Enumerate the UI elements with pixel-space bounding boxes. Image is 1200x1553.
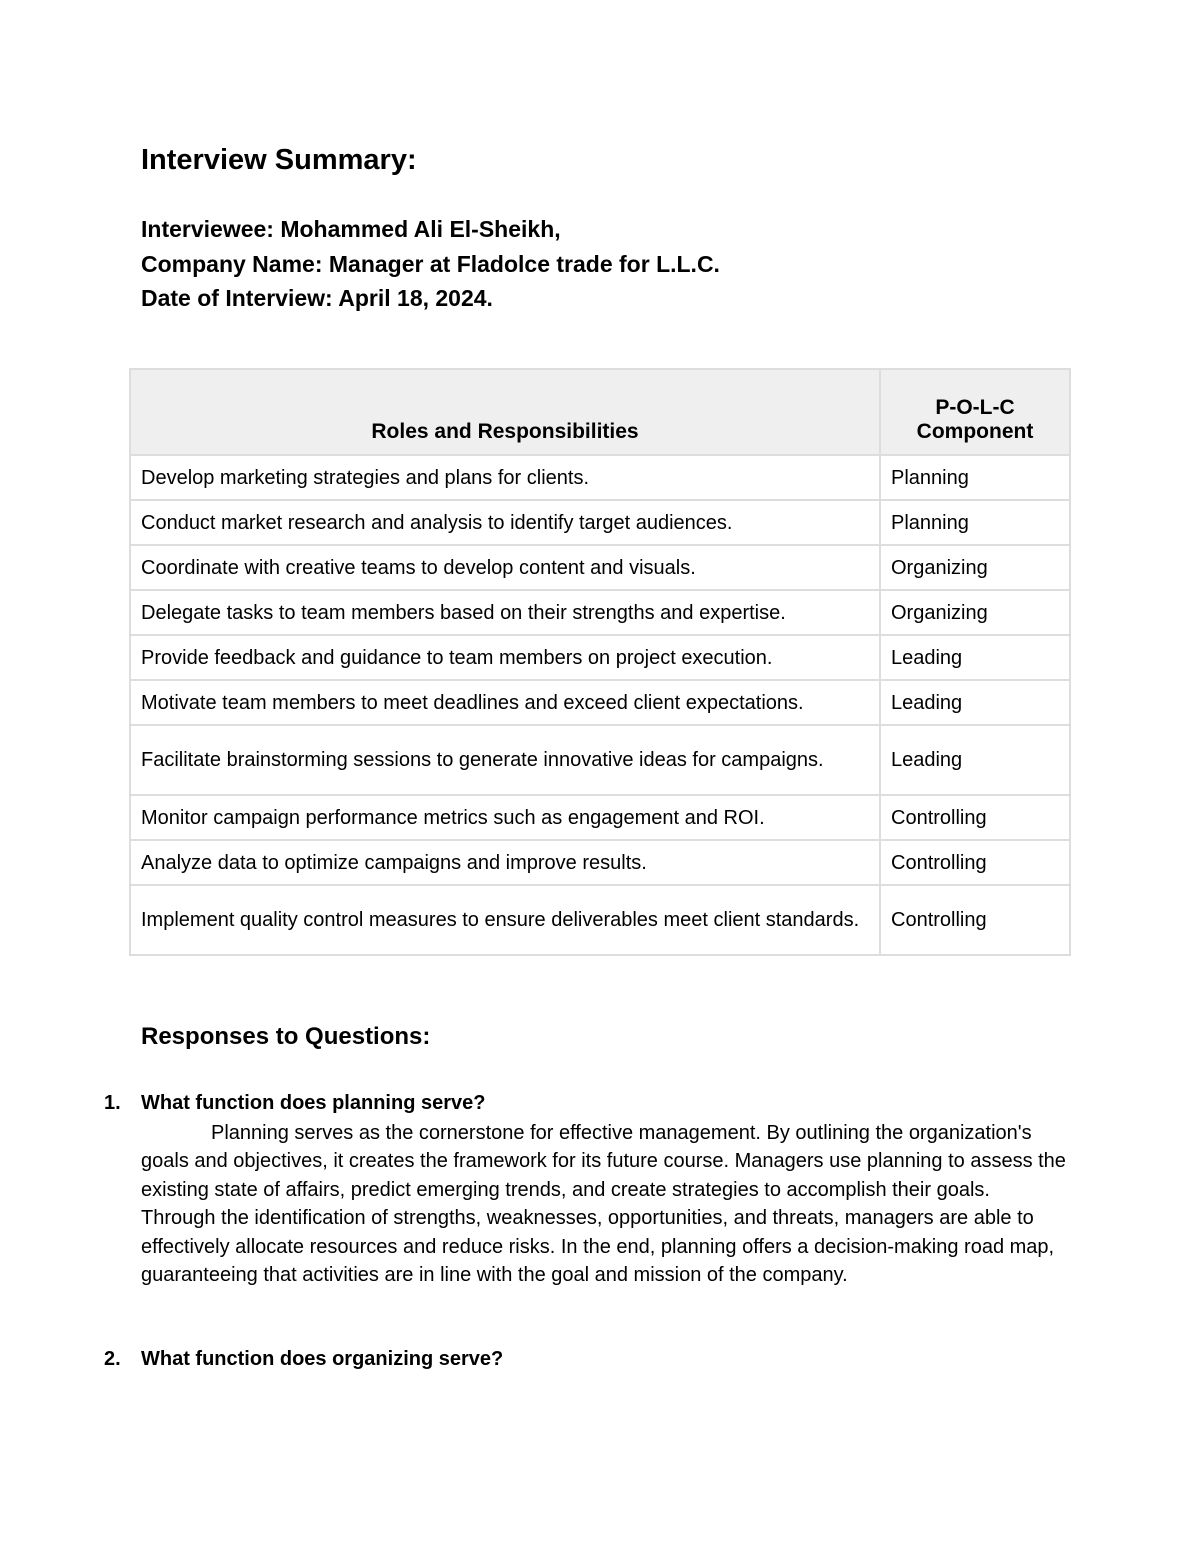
role-cell: Facilitate brainstorming sessions to generate innovative ideas for campaigns. [130,725,880,795]
role-cell: Monitor campaign performance metrics such as engagement and ROI. [130,795,880,840]
component-cell: Controlling [880,885,1070,955]
component-cell: Leading [880,725,1070,795]
interviewee-line: Interviewee: Mohammed Ali El-Sheikh, [141,216,561,242]
table-row [130,455,1070,500]
component-cell: Leading [880,680,1070,725]
role-cell: Analyze data to optimize campaigns and improve results. [130,840,880,885]
component-cell: Controlling [880,840,1070,885]
component-cell: Planning [880,500,1070,545]
table-row [130,545,1070,590]
role-cell: Implement quality control measures to ensure deliverables meet client standards. [130,885,880,955]
responses-title: Responses to Questions: [141,1023,431,1050]
company-line: Company Name: Manager at Fladolce trade for L.L.C. [141,250,720,277]
component-cell: Leading [880,635,1070,680]
role-cell: Delegate tasks to team members based on their strengths and expertise. [130,590,880,635]
interview-meta [141,212,720,316]
role-cell: Develop marketing strategies and plans for clients. [130,455,880,500]
table-row [130,500,1070,545]
question-1 [104,1091,485,1115]
roles-table [129,368,1071,956]
table-row [130,795,1070,840]
table-row [130,590,1070,635]
question-number: 2. [104,1348,121,1370]
answer-1: Planning serves as the cornerstone for effective management. By outlining the organization's goals and objectives, it creates the framework for its future course. Managers use planning to assess the existing state of affairs, predict emerging trends, and create strategies to accomplish their goals. Through the identification of strengths, weaknesses, opportunities, and threats, managers are able to effectively allocate resources and reduce risks. In the end, planning offers a decision-making road map, guaranteeing that activities are in line with the goal and mission of the company. [141,1122,1066,1287]
date-line: Date of Interview: April 18, 2024. [141,285,493,311]
question-2 [104,1347,503,1371]
role-cell: Motivate team members to meet deadlines and exceed client expectations. [130,680,880,725]
role-cell: Provide feedback and guidance to team members on project execution. [130,635,880,680]
table-row [130,840,1070,885]
role-cell: Conduct market research and analysis to identify target audiences. [130,500,880,545]
table-header-row [130,369,1070,455]
role-cell: Coordinate with creative teams to develop content and visuals. [130,545,880,590]
header-roles: Roles and Responsibilities [130,369,880,455]
component-cell: Organizing [880,590,1070,635]
page-title: Interview Summary: [141,144,417,176]
question-text: What function does planning serve? [141,1092,486,1114]
question-number: 1. [104,1092,121,1114]
header-polc: P-O-L-C Component [880,369,1070,455]
table-row [130,725,1070,795]
table-row [130,885,1070,955]
table-row [130,635,1070,680]
component-cell: Controlling [880,795,1070,840]
component-cell: Organizing [880,545,1070,590]
question-text: What function does organizing serve? [141,1348,504,1370]
table-row [130,680,1070,725]
component-cell: Planning [880,455,1070,500]
